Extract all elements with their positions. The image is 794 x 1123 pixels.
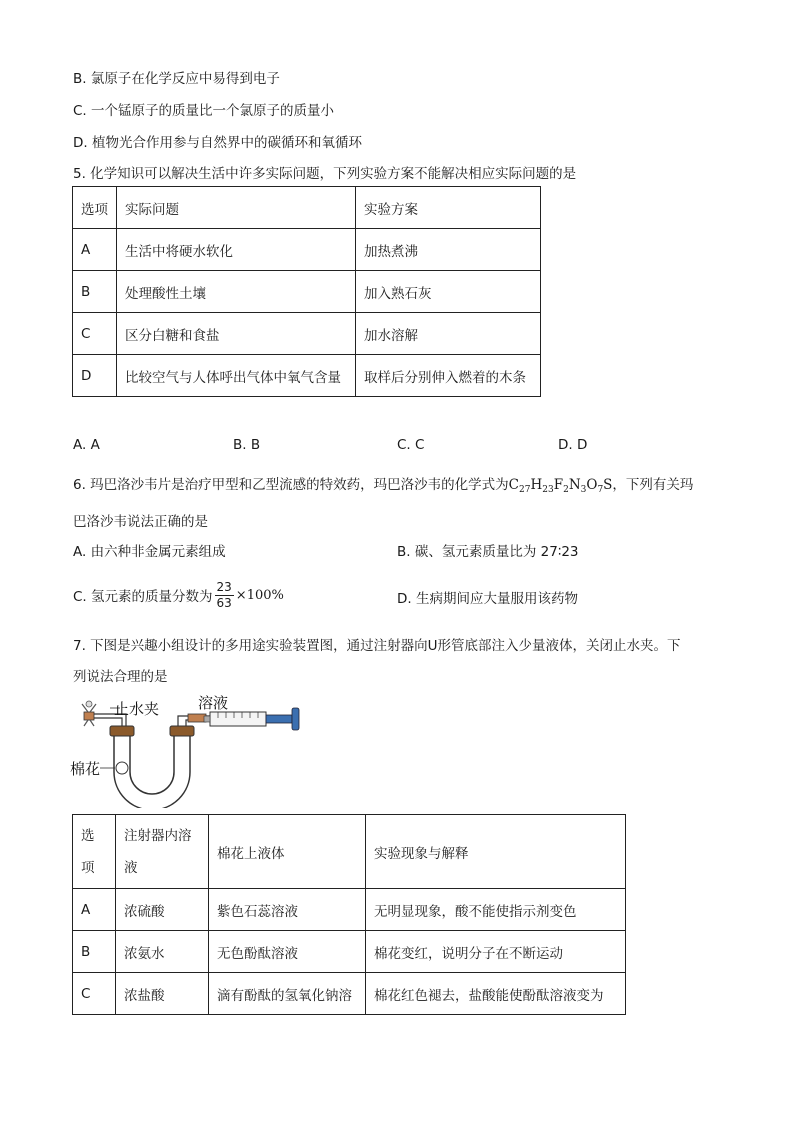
formula-subscript: 7 [597,485,604,495]
formula-subscript: 27 [519,485,531,495]
table-cell: C [73,313,117,355]
table-cell: 比较空气与人体呼出气体中氧气含量 [117,355,356,397]
table-header-cell: 棉花上液体 [209,815,366,889]
table-cell: B [73,271,117,313]
q5-stem: 5. 化学知识可以解决生活中许多实际问题，下列实验方案不能解决相应实际问题的是 [73,166,577,182]
formula-element: N [568,477,581,493]
table-cell: 取样后分别伸入燃着的木条 [356,355,541,397]
apparatus-figure [70,688,310,808]
q6-stem-line2: 巴洛沙韦说法正确的是 [73,514,208,530]
fraction-numerator: 23 [216,579,232,594]
syringe-barrel [210,712,266,726]
table-cell: D [73,355,117,397]
table-cell: 生活中将硬水软化 [117,229,356,271]
table-header-cell: 实验现象与解释 [366,815,626,889]
header-text: 项 [81,859,95,876]
u-tube-inner [130,732,174,794]
formula-element: H [530,477,543,493]
table-row [73,271,541,313]
table-cell: 处理酸性土壤 [117,271,356,313]
q7-table [72,814,626,1015]
table-cell: 加水溶解 [356,313,541,355]
q6-option-b: B. 碳、氢元素质量比为 27∶23 [397,544,579,560]
table-cell: 区分白糖和食盐 [117,313,356,355]
clamp-label: 止水夹 [114,700,160,718]
table-row [73,229,541,271]
q6-stem-text-after: ，下列有关玛 [612,477,694,493]
header-text: 注射器内溶 [124,827,192,844]
table-cell: 棉花变红，说明分子在不断运动 [366,931,626,973]
table-cell: 紫色石蕊溶液 [209,889,366,931]
cotton-ball [116,762,128,774]
q7-stem-line1: 7. 下图是兴趣小组设计的多用途实验装置图，通过注射器向U形管底部注入少量液体，关闭止水夹。下 [73,638,681,654]
q7-stem-line2: 列说法合理的是 [73,669,168,685]
table-cell: 浓盐酸 [116,973,209,1015]
formula-subscript: 2 [563,485,569,495]
q5-table [72,186,541,397]
q4-option-b: B. 氯原子在化学反应中易得到电子 [73,71,280,87]
table-header-row [73,187,541,229]
formula-element: S [603,477,613,493]
q6-option-d: D. 生病期间应大量服用该药物 [397,591,578,607]
q6-option-c-prefix: C. 氢元素的质量分数为 [73,589,213,605]
fraction-denominator: 63 [216,595,232,610]
q5-choice-c: C. C [397,437,425,453]
left-stopper [110,726,134,736]
connector [188,714,206,722]
table-row [73,889,626,931]
formula-element: C [508,477,520,493]
table-cell: 无明显现象，酸不能使指示剂变色 [366,889,626,931]
table-header-cell [73,815,116,889]
table-cell: B [73,931,116,973]
table-cell: 浓氨水 [116,931,209,973]
q4-option-d: D. 植物光合作用参与自然界中的碳循环和氧循环 [73,135,362,151]
table-cell: C [73,973,116,1015]
header-text: 液 [124,859,138,876]
clamp-body [84,712,94,720]
table-header-cell: 实验方案 [356,187,541,229]
q4-option-c: C. 一个锰原子的质量比一个氯原子的质量小 [73,103,335,119]
q6-stem-text: 6. 玛巴洛沙韦片是治疗甲型和乙型流感的特效药，玛巴洛沙韦的化学式为 [73,477,509,493]
formula-element: F [553,477,564,493]
table-cell: A [73,229,117,271]
table-cell: 加入熟石灰 [356,271,541,313]
table-cell: 加热煮沸 [356,229,541,271]
q5-choice-a: A. A [73,437,100,453]
q5-choice-b: B. B [233,437,261,453]
right-stopper [170,726,194,736]
q5-choice-d: D. D [558,437,588,453]
table-row [73,313,541,355]
table-cell: 棉花红色褪去，盐酸能使酚酞溶液变为 [366,973,626,1015]
q6-option-c-suffix: ×100% [235,587,284,603]
syringe-plunger [266,715,292,723]
table-header-row [73,815,626,889]
fraction [215,580,234,611]
table-cell: 滴有酚酞的氢氧化钠溶 [209,973,366,1015]
table-row [73,973,626,1015]
q6-option-a: A. 由六种非金属元素组成 [73,544,226,560]
solution-label: 溶液 [198,694,229,712]
chemical-formula [509,477,613,493]
table-header-cell [116,815,209,889]
formula-subscript: 23 [542,485,554,495]
cotton-label: 棉花 [70,760,101,778]
table-header-cell: 选项 [73,187,117,229]
q6-stem-line1 [73,473,693,495]
table-cell: A [73,889,116,931]
formula-element: O [586,477,598,493]
table-header-cell: 实际问题 [117,187,356,229]
table-cell: 浓硫酸 [116,889,209,931]
table-row [73,931,626,973]
table-cell: 无色酚酞溶液 [209,931,366,973]
formula-subscript: 3 [580,485,587,495]
q6-option-c [73,574,284,616]
header-text: 选 [81,827,95,844]
table-row [73,355,541,397]
